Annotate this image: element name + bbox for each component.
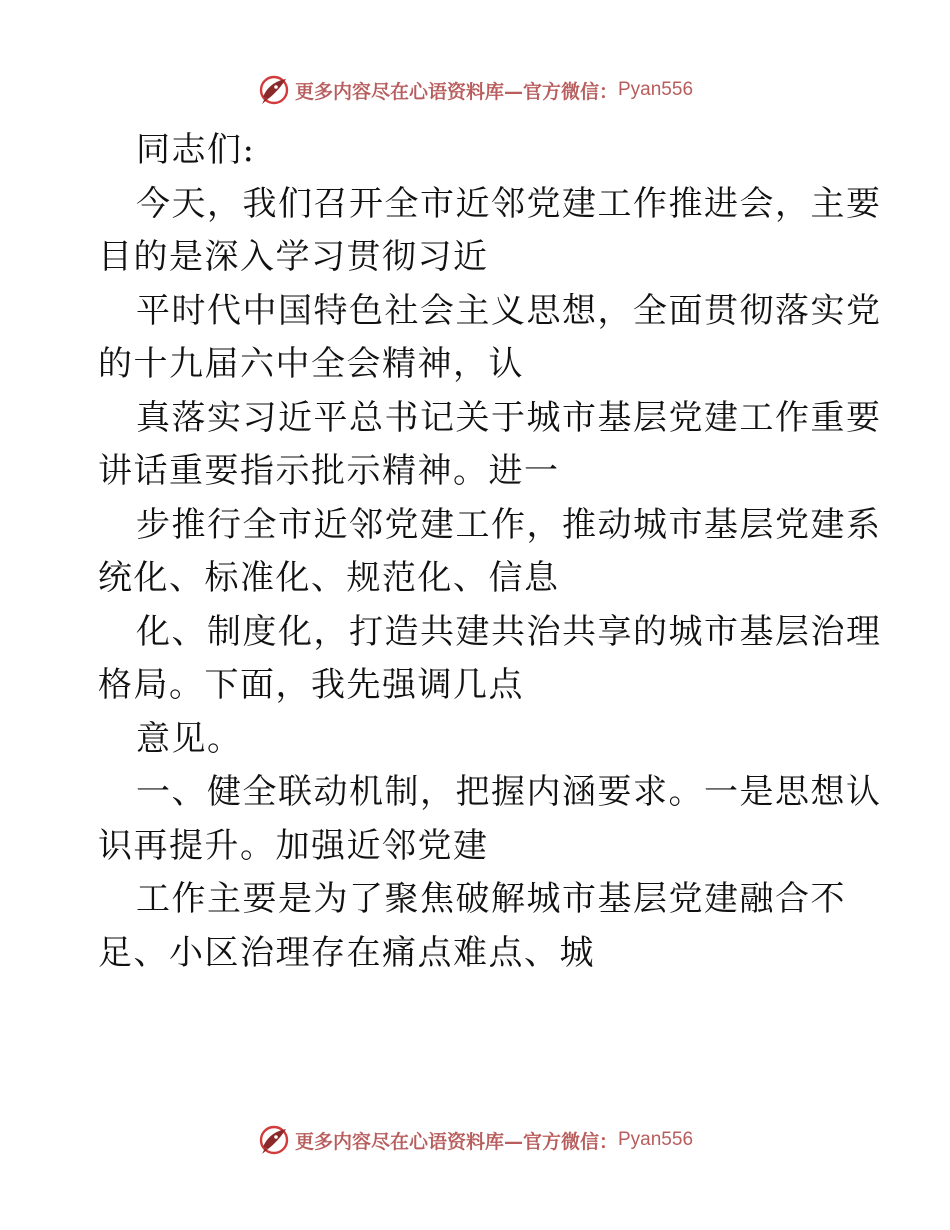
footer-wechat-id: Pyan556	[618, 1129, 694, 1150]
body-text-line: 一、健全联动机制，把握内涵要求。一是思想认	[136, 772, 882, 812]
body-text-line: 意见。	[136, 718, 243, 759]
footer-promo-text: 更多内容尽在心语资料库—官方微信：	[294, 1130, 618, 1153]
footer-banner-content	[257, 1123, 693, 1157]
body-text-line: 足、小区治理存在痛点难点、城	[98, 932, 595, 973]
body-text-line: 化、制度化，打造共建共治共享的城市基层治理	[136, 611, 882, 652]
body-text-line: 统化、标准化、规范化、信息	[98, 558, 560, 598]
body-text-line: 格局。下面，我先强调几点	[98, 665, 524, 705]
header-wechat-id: Pyan556	[618, 79, 694, 100]
body-text-line: 目的是深入学习贯彻习近	[98, 237, 489, 277]
document-body	[98, 124, 882, 980]
body-text-line: 同志们:	[136, 130, 256, 170]
pen-nib-logo-icon	[257, 73, 291, 107]
body-text-line: 工作主要是为了聚焦破解城市基层党建融合不	[136, 879, 846, 919]
body-text-line: 步推行全市近邻党建工作，推动城市基层党建系	[136, 504, 882, 545]
pen-nib-logo-icon	[257, 1123, 291, 1157]
body-text-line: 真落实习近平总书记关于城市基层党建工作重要	[136, 397, 882, 438]
body-text-line: 的十九届六中全会精神，认	[98, 344, 524, 384]
header-banner	[0, 70, 950, 110]
footer-banner	[0, 1120, 950, 1160]
body-text-line: 识再提升。加强近邻党建	[98, 825, 489, 866]
body-text-line: 平时代中国特色社会主义思想，全面贯彻落实党	[136, 290, 882, 331]
header-promo-text: 更多内容尽在心语资料库—官方微信：	[294, 80, 618, 103]
header-banner-content	[257, 73, 693, 107]
body-text-line: 讲话重要指示批示精神。进一	[98, 451, 560, 491]
body-text-line: 今天，我们召开全市近邻党建工作推进会，主要	[136, 183, 882, 224]
